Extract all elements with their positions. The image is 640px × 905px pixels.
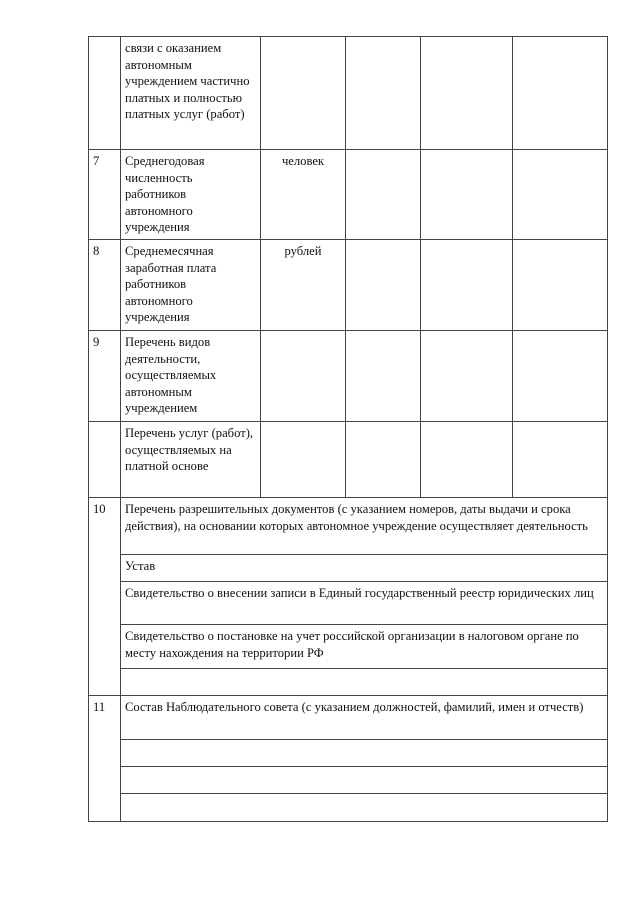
table-row <box>89 696 608 740</box>
value-cell <box>421 422 513 498</box>
table-row <box>89 331 608 422</box>
table-row <box>89 669 608 696</box>
value-cell <box>513 331 608 422</box>
list-item: Свидетельство о постановке на учет российской организации в налоговом органе по месту нахождения на территории РФ <box>121 625 608 669</box>
row-label: Перечень видов деятельности, осуществляемых автономным учреждением <box>121 331 261 422</box>
value-cell <box>421 240 513 331</box>
list-item <box>121 740 608 767</box>
table-row <box>89 625 608 669</box>
list-item <box>121 767 608 794</box>
row-label: Среднемесячная заработная плата работников автономного учреждения <box>121 240 261 331</box>
table-row <box>89 37 608 150</box>
table-row <box>89 767 608 794</box>
value-cell <box>346 37 421 150</box>
value-cell <box>421 150 513 240</box>
table-row <box>89 582 608 625</box>
value-cell <box>513 422 608 498</box>
row-number: 8 <box>89 240 121 331</box>
row-number: 10 <box>89 498 121 696</box>
row-number: 11 <box>89 696 121 822</box>
value-cell <box>421 331 513 422</box>
value-cell <box>346 150 421 240</box>
list-item: Свидетельство о внесении записи в Единый государственный реестр юридических лиц <box>121 582 608 625</box>
value-cell <box>346 331 421 422</box>
value-cell <box>513 240 608 331</box>
value-cell <box>346 422 421 498</box>
table-row <box>89 422 608 498</box>
row-label: связи с оказанием автономным учреждением частично платных и полностью платных услуг (работ) <box>121 37 261 150</box>
row-unit <box>261 422 346 498</box>
value-cell <box>346 240 421 331</box>
report-table <box>88 36 608 822</box>
row-number: 7 <box>89 150 121 240</box>
table-row <box>89 555 608 582</box>
table-row <box>89 498 608 555</box>
section-title: Состав Наблюдательного совета (с указанием должностей, фамилий, имен и отчеств) <box>121 696 608 740</box>
row-unit <box>261 331 346 422</box>
row-label: Среднегодовая численность работников автономного учреждения <box>121 150 261 240</box>
row-number <box>89 37 121 150</box>
value-cell <box>421 37 513 150</box>
row-number <box>89 422 121 498</box>
row-unit: человек <box>261 150 346 240</box>
table-row <box>89 740 608 767</box>
list-item: Устав <box>121 555 608 582</box>
table-row <box>89 240 608 331</box>
table-row <box>89 150 608 240</box>
value-cell <box>513 37 608 150</box>
list-item <box>121 669 608 696</box>
section-title: Перечень разрешительных документов (с указанием номеров, даты выдачи и срока действия), на основании которых автономное учреждение осуществляет деятельность <box>121 498 608 555</box>
row-unit <box>261 37 346 150</box>
list-item <box>121 794 608 822</box>
row-label: Перечень услуг (работ), осуществляемых на платной основе <box>121 422 261 498</box>
row-number: 9 <box>89 331 121 422</box>
table-row <box>89 794 608 822</box>
value-cell <box>513 150 608 240</box>
row-unit: рублей <box>261 240 346 331</box>
